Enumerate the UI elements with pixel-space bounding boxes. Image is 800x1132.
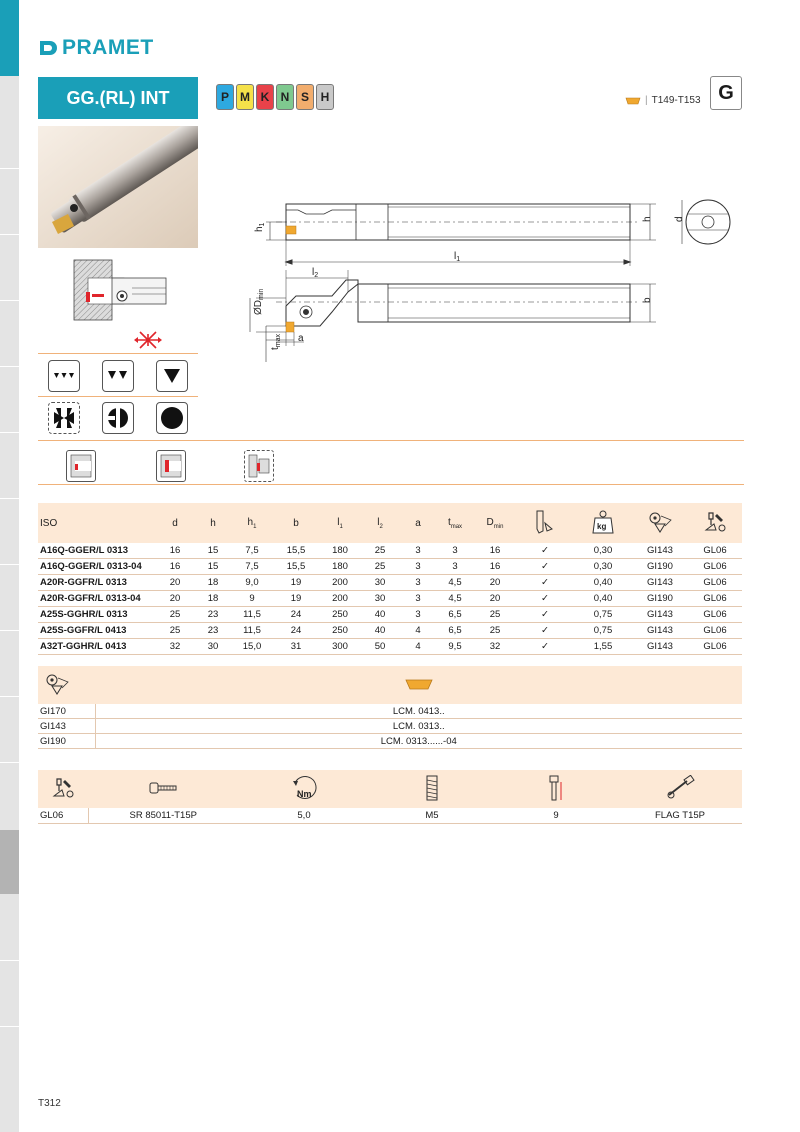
cell-l2: 40 xyxy=(374,625,386,636)
spec-header-label: D xyxy=(486,516,494,528)
spec-header-cell xyxy=(400,503,436,543)
svg-text:h1 xyxy=(254,222,266,232)
interrupted-cut-icon xyxy=(48,402,80,434)
material-chip-n: N xyxy=(276,84,294,110)
insert-value: LCM. 0313.. xyxy=(392,720,445,732)
cell-a: 3 xyxy=(415,561,421,572)
spec-header-label: l xyxy=(337,516,340,528)
rail-divider xyxy=(0,168,19,169)
spare-parts-table xyxy=(38,770,742,824)
spec-header-label: t xyxy=(447,516,451,528)
cell-parts: GL06 xyxy=(703,545,727,556)
cell-d: 16 xyxy=(169,561,181,572)
weight-icon xyxy=(574,503,632,543)
cell-h1: 9 xyxy=(249,593,255,604)
spare-torque: 5,0 xyxy=(297,810,311,821)
spec-header-label: b xyxy=(293,517,299,529)
cell-l1: 180 xyxy=(332,545,348,556)
cell-d: 16 xyxy=(169,545,181,556)
insert-code: GI143 xyxy=(38,719,95,734)
insert-shape-icon xyxy=(625,96,641,105)
svg-text:kg: kg xyxy=(597,521,607,531)
cell-dmin: 32 xyxy=(489,641,501,652)
table-row xyxy=(38,575,742,591)
cell-d: 25 xyxy=(169,625,181,636)
cell-l1: 250 xyxy=(332,625,348,636)
spare-length: 9 xyxy=(553,810,559,821)
varied-cut-icon xyxy=(102,402,134,434)
cell-tmax: 9,5 xyxy=(448,641,462,652)
cell-coolant: ✓ xyxy=(541,545,549,556)
cell-h1: 11,5 xyxy=(243,625,261,636)
spec-header-sub: max xyxy=(450,523,463,530)
label-tmax-sub: max xyxy=(275,333,282,348)
spec-header-cell xyxy=(194,503,232,543)
cell-h: 30 xyxy=(207,641,219,652)
spec-header-sub: 2 xyxy=(379,523,383,530)
cell-dmin: 25 xyxy=(489,609,501,620)
rail-divider xyxy=(0,762,19,763)
cell-h: 18 xyxy=(207,577,219,588)
spare-screw: SR 85011-T15P xyxy=(129,810,197,821)
cell-coolant: ✓ xyxy=(541,609,549,620)
product-photo xyxy=(38,126,198,248)
cell-b: 15,5 xyxy=(286,561,306,572)
cell-parts: GL06 xyxy=(703,593,727,604)
rail-divider xyxy=(0,366,19,367)
insert-code: GI190 xyxy=(38,734,95,749)
rail-divider xyxy=(0,564,19,565)
cell-l2: 30 xyxy=(374,593,386,604)
spec-header-sub: min xyxy=(493,523,504,530)
table-row xyxy=(38,591,742,607)
brand-name: PRAMET xyxy=(62,36,154,59)
rail-accent xyxy=(0,0,19,76)
table-row xyxy=(38,543,742,559)
spec-header-label: l xyxy=(377,516,380,528)
cell-insert: GI143 xyxy=(647,609,673,620)
spec-header-cell xyxy=(232,503,272,543)
cell-l2: 30 xyxy=(374,577,386,588)
label-a: a xyxy=(298,333,304,344)
cell-b: 31 xyxy=(290,641,302,652)
page-reference-text: T149-T153 xyxy=(651,95,701,106)
label-h1: h xyxy=(254,226,265,232)
technical-drawing xyxy=(236,180,746,370)
table-row xyxy=(38,734,742,749)
rail-divider xyxy=(0,960,19,961)
material-groups xyxy=(216,84,334,110)
material-chip-p: P xyxy=(216,84,234,110)
rail-divider xyxy=(0,498,19,499)
cell-l2: 25 xyxy=(374,545,386,556)
cell-d: 25 xyxy=(169,609,181,620)
cell-iso: A20R-GGFR/L 0313 xyxy=(40,577,127,588)
cell-a: 3 xyxy=(415,545,421,556)
cell-h: 23 xyxy=(207,625,219,636)
table-row xyxy=(38,704,742,719)
spec-header-cell xyxy=(474,503,516,543)
cell-l1: 300 xyxy=(332,641,348,652)
insert-value: LCM. 0313......-04 xyxy=(380,735,457,747)
cell-coolant: ✓ xyxy=(541,593,549,604)
cell-insert: GI190 xyxy=(647,593,673,604)
cross-section-drawing xyxy=(72,258,172,326)
left-rail xyxy=(0,0,19,1132)
cell-tmax: 6,5 xyxy=(448,625,462,636)
insert-header-row xyxy=(38,666,742,704)
svg-text:l2 xyxy=(312,267,318,279)
cell-insert: GI143 xyxy=(647,577,673,588)
brand-logo xyxy=(38,36,154,60)
rail-divider xyxy=(0,234,19,235)
table-row xyxy=(38,559,742,575)
cell-tmax: 6,5 xyxy=(448,609,462,620)
label-h1-sub: 1 xyxy=(259,222,266,227)
cell-parts: GL06 xyxy=(703,561,727,572)
label-b: b xyxy=(642,297,653,303)
cell-coolant: ✓ xyxy=(541,641,549,652)
insert-code: GI170 xyxy=(38,704,95,719)
spec-header-cell xyxy=(360,503,400,543)
table-row xyxy=(38,607,742,623)
svg-text:ØDmin xyxy=(253,289,265,315)
rail-divider xyxy=(0,432,19,433)
cell-a: 3 xyxy=(415,609,421,620)
page-reference: | T149-T153 xyxy=(625,95,701,106)
screw-length-icon xyxy=(494,770,618,808)
cell-tmax: 3 xyxy=(452,561,458,572)
rail-divider xyxy=(0,300,19,301)
cell-h1: 7,5 xyxy=(245,545,259,556)
cell-tmax: 4,5 xyxy=(448,593,462,604)
spec-header-label: h xyxy=(247,516,254,528)
insert-value: LCM. 0413.. xyxy=(392,705,445,717)
cell-h1: 9,0 xyxy=(245,577,259,588)
material-chip-h: H xyxy=(316,84,334,110)
cell-h: 23 xyxy=(207,609,219,620)
spec-header-cell xyxy=(436,503,474,543)
table-row xyxy=(38,623,742,639)
cell-l1: 200 xyxy=(332,577,348,588)
continuous-cut-icon xyxy=(156,402,188,434)
rail-divider xyxy=(0,630,19,631)
cell-l1: 180 xyxy=(332,561,348,572)
logo-mark-icon xyxy=(38,38,58,58)
cell-insert: GI190 xyxy=(647,561,673,572)
cell-d: 20 xyxy=(169,577,181,588)
spare-header-row xyxy=(38,770,742,808)
cell-h: 18 xyxy=(207,593,219,604)
cell-dmin: 16 xyxy=(489,561,501,572)
spec-header-cell xyxy=(272,503,320,543)
cell-tmax: 3 xyxy=(452,545,458,556)
cell-h1: 15,0 xyxy=(242,641,262,652)
label-tmax: t xyxy=(270,347,281,350)
rail-divider xyxy=(0,696,19,697)
label-h: h xyxy=(642,216,653,222)
cell-b: 19 xyxy=(290,593,302,604)
light-roughing-icon xyxy=(48,360,80,392)
cell-iso: A32T-GGHR/L 0413 xyxy=(40,641,127,652)
cell-h: 15 xyxy=(207,561,219,572)
cell-b: 19 xyxy=(290,577,302,588)
insert-holder-icon xyxy=(38,666,95,704)
cell-h: 15 xyxy=(207,545,219,556)
spec-header-label: h xyxy=(210,517,216,529)
medium-roughing-icon xyxy=(102,360,134,392)
cell-coolant: ✓ xyxy=(541,561,549,572)
cell-iso: A25S-GGHR/L 0313 xyxy=(40,609,128,620)
cell-iso: A20R-GGFR/L 0313-04 xyxy=(40,593,141,604)
product-title: GG.(RL) INT xyxy=(38,77,198,119)
section-letter: G xyxy=(710,76,742,110)
cell-h1: 7,5 xyxy=(245,561,259,572)
cell-iso: A16Q-GGER/L 0313-04 xyxy=(40,561,142,572)
cell-b: 15,5 xyxy=(286,545,306,556)
cell-l2: 50 xyxy=(374,641,386,652)
spec-header-cell xyxy=(156,503,194,543)
cell-kg: 0,75 xyxy=(593,625,613,636)
cell-h1: 11,5 xyxy=(243,609,261,620)
label-l1: l xyxy=(454,251,457,262)
cell-kg: 0,30 xyxy=(593,561,613,572)
material-chip-k: K xyxy=(256,84,274,110)
insert-column-icon xyxy=(95,666,742,704)
label-d: d xyxy=(674,216,685,222)
cell-a: 3 xyxy=(415,577,421,588)
spec-header-cell xyxy=(320,503,360,543)
key-icon xyxy=(618,770,742,808)
feed-direction-icon xyxy=(132,328,164,350)
screw-icon xyxy=(88,770,238,808)
rail-divider xyxy=(0,1026,19,1027)
heavy-roughing-icon xyxy=(156,360,188,392)
cell-kg: 0,75 xyxy=(593,609,613,620)
thread-icon xyxy=(370,770,494,808)
cell-iso: A25S-GGFR/L 0413 xyxy=(40,625,127,636)
cell-l1: 200 xyxy=(332,593,348,604)
coolant-icon xyxy=(516,503,574,543)
material-chip-m: M xyxy=(236,84,254,110)
cell-insert: GI143 xyxy=(647,545,673,556)
cell-l1: 250 xyxy=(332,609,348,620)
spec-header-row xyxy=(38,503,742,543)
cell-coolant: ✓ xyxy=(541,625,549,636)
page-number: T312 xyxy=(38,1098,61,1109)
cell-kg: 0,30 xyxy=(593,545,613,556)
spare-code: GL06 xyxy=(38,808,88,824)
cell-kg: 0,40 xyxy=(593,593,613,604)
label-l2-sub: 2 xyxy=(314,272,319,279)
torque-icon xyxy=(238,770,370,808)
cell-insert: GI143 xyxy=(647,641,673,652)
spec-header-cell xyxy=(38,503,156,543)
cell-a: 4 xyxy=(415,625,421,636)
spec-header-label: a xyxy=(415,517,421,529)
cell-dmin: 25 xyxy=(489,625,501,636)
spare-thread: M5 xyxy=(425,810,439,821)
spec-header-label: d xyxy=(172,517,178,529)
material-chip-s: S xyxy=(296,84,314,110)
insert-icon xyxy=(632,503,688,543)
cell-dmin: 20 xyxy=(489,593,501,604)
cell-parts: GL06 xyxy=(703,641,727,652)
operation-face-grooving-icon xyxy=(244,450,274,482)
spare-row xyxy=(38,808,742,824)
torque-unit: Nm xyxy=(297,788,312,799)
cell-dmin: 20 xyxy=(489,577,501,588)
label-dmin-sub: min xyxy=(258,288,265,300)
rail-active-tab xyxy=(0,830,19,894)
cell-iso: A16Q-GGER/L 0313 xyxy=(40,545,129,556)
cell-tmax: 4,5 xyxy=(448,577,462,588)
spare-parts-icon xyxy=(38,770,88,808)
operation-grooving-icon xyxy=(66,450,96,482)
label-dmin: ØD xyxy=(253,300,264,315)
cell-parts: GL06 xyxy=(703,625,727,636)
cell-d: 20 xyxy=(169,593,181,604)
spec-table xyxy=(38,503,742,655)
spec-header-label: ISO xyxy=(40,517,58,529)
cell-dmin: 16 xyxy=(489,545,501,556)
label-l1-sub: 1 xyxy=(456,256,461,263)
spec-header-sub: 1 xyxy=(339,523,343,530)
cell-b: 24 xyxy=(290,625,302,636)
table-row xyxy=(38,639,742,655)
cell-l2: 40 xyxy=(374,609,386,620)
cell-l2: 25 xyxy=(374,561,386,572)
spare-key: FLAG T15P xyxy=(655,810,705,821)
cell-kg: 0,40 xyxy=(593,577,613,588)
spare-parts-icon xyxy=(688,503,742,543)
cell-d: 32 xyxy=(169,641,181,652)
spec-header-sub: 1 xyxy=(253,523,257,530)
svg-text:l1 xyxy=(454,251,460,263)
table-row xyxy=(38,719,742,734)
insert-table xyxy=(38,666,742,749)
cell-coolant: ✓ xyxy=(541,577,549,588)
cell-b: 24 xyxy=(290,609,302,620)
cell-a: 3 xyxy=(415,593,421,604)
cell-insert: GI143 xyxy=(647,625,673,636)
operation-profiling-icon xyxy=(156,450,186,482)
cell-kg: 1,55 xyxy=(593,641,613,652)
cell-a: 4 xyxy=(415,641,421,652)
cell-parts: GL06 xyxy=(703,609,727,620)
cell-parts: GL06 xyxy=(703,577,727,588)
label-l2: l xyxy=(312,267,315,278)
